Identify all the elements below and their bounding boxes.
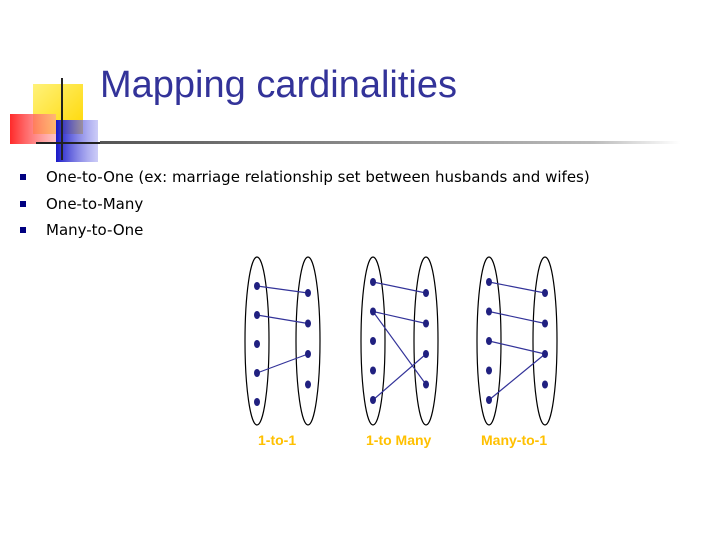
mapping-line [257,354,308,373]
left-entity-dot [254,340,260,348]
bullet-text: One-to-One (ex: marriage relationship set between husbands and wifes) [46,168,590,187]
right-entity-dot [305,350,311,358]
right-set-oval [533,257,557,425]
bullet-text: Many-to-One [46,221,144,240]
mapping-line [489,341,545,354]
right-entity-dot [423,289,429,297]
right-entity-dot [542,381,548,389]
mapping-line [373,282,426,293]
left-entity-dot [370,367,376,375]
right-entity-dot [305,381,311,389]
right-entity-dot [542,289,548,297]
bullet-text: One-to-Many [46,194,144,213]
right-set-oval [296,257,320,425]
mapping-line [257,286,308,293]
right-entity-dot [542,350,548,358]
left-entity-dot [370,396,376,404]
right-entity-dot [542,320,548,328]
left-entity-dot [486,278,492,286]
label-many-to-1: Many-to-1 [481,432,548,448]
left-entity-dot [486,308,492,316]
right-entity-dot [423,350,429,358]
left-entity-dot [254,369,260,377]
right-set-oval [414,257,438,425]
right-entity-dot [423,381,429,389]
left-entity-dot [254,398,260,406]
mapping-line [489,312,545,324]
left-entity-dot [254,311,260,319]
label-1-to-1: 1-to-1 [258,432,297,448]
mapping-line [373,354,426,400]
left-entity-dot [486,396,492,404]
left-entity-dot [254,282,260,290]
page-title: Mapping cardinalities [100,64,457,106]
left-entity-dot [370,337,376,345]
right-entity-dot [423,320,429,328]
right-entity-dot [305,320,311,328]
mapping-line [257,315,308,324]
left-entity-dot [370,308,376,316]
left-entity-dot [486,337,492,345]
mapping-line [373,312,426,385]
left-entity-dot [370,278,376,286]
right-entity-dot [305,289,311,297]
mapping-line [489,354,545,400]
left-entity-dot [486,367,492,375]
label-1-to-many: 1-to Many [366,432,432,448]
